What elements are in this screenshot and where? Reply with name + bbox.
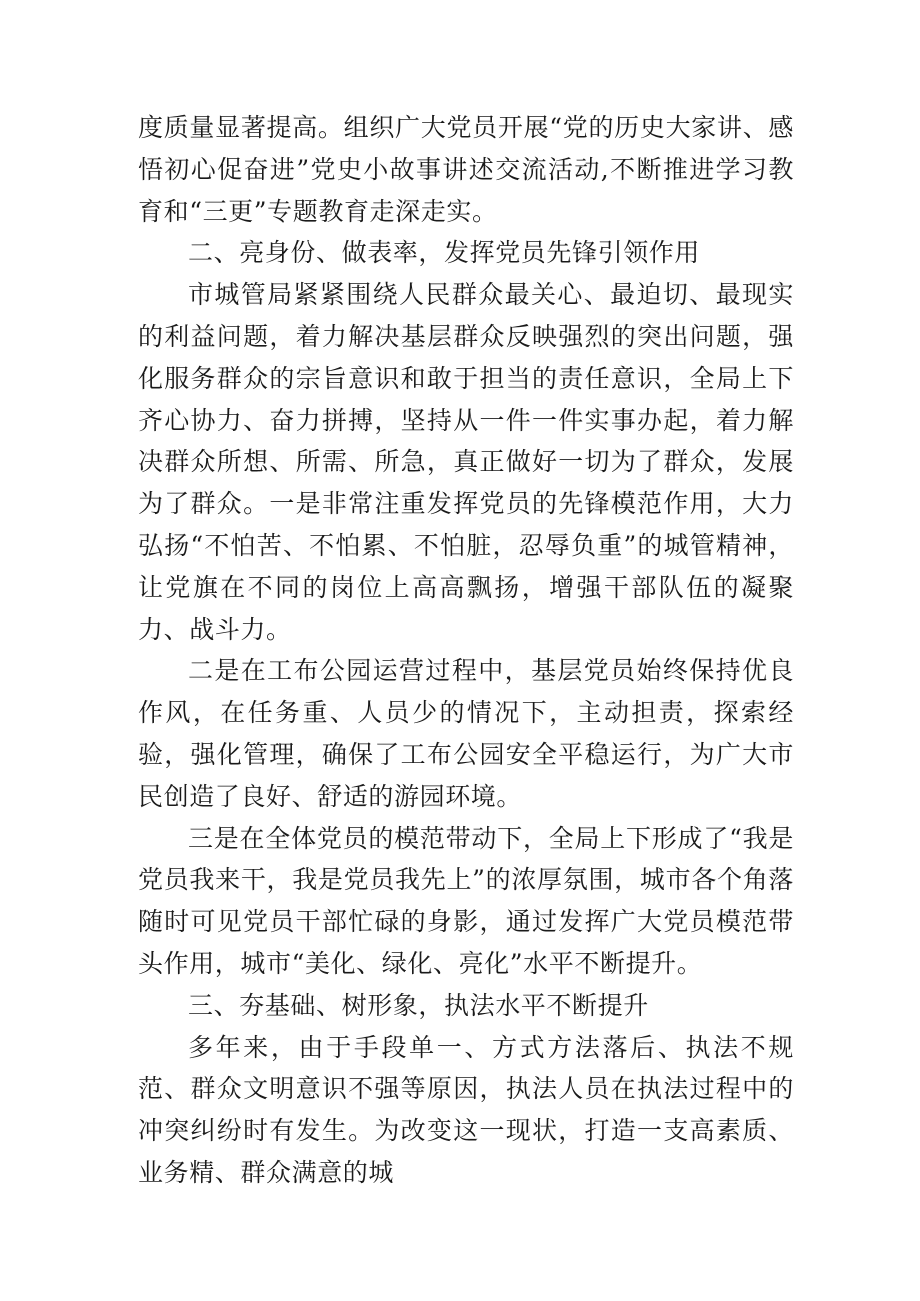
document-body — [138, 107, 794, 1194]
section-heading-3: 三、夯基础、树形象，执法水平不断提升 — [188, 990, 649, 1020]
paragraph: 三是在全体党员的模范带动下，全局上下形成了“我是党员我来干，我是党员我先上”的浓厚氛围，城市各个角落随时可见党员干部忙碌的身影，通过发挥广大党员模范带头作用，城市“美化、绿化、亮化”水平不断提升。 — [138, 823, 794, 978]
paragraph: 多年来，由于手段单一、方式方法落后、执法不规范、群众文明意识不强等原因，执法人员在执法过程中的冲突纠纷时有发生。为改变这一现状，打造一支高素质、业务精、群众满意的城 — [138, 1032, 794, 1187]
paragraph: 二是在工布公园运营过程中，基层党员始终保持优良作风，在任务重、人员少的情况下，主动担责，探索经验，强化管理，确保了工布公园安全平稳运行，为广大市民创造了良好、舒适的游园环境。 — [138, 656, 794, 811]
section-heading-2: 二、亮身份、做表率，发挥党员先锋引领作用 — [188, 238, 701, 268]
paragraph-continuation: 度质量显著提高。组织广大党员开展“党的历史大家讲、感悟初心促奋进”党史小故事讲述交流活动,不断推进学习教育和“三更”专题教育走深走实。 — [138, 113, 794, 226]
paragraph: 市城管局紧紧围绕人民群众最关心、最迫切、最现实的利益问题，着力解决基层群众反映强烈的突出问题，强化服务群众的宗旨意识和敢于担当的责任意识，全局上下齐心协力、奋力拼搏，坚持从一件一件实事办起，着力解决群众所想、所需、所急，真正做好一切为了群众，发展为了群众。一是非常注重发挥党员的先锋模范作用，大力弘扬“不怕苦、不怕累、不怕脏，忍辱负重”的城管精神，让党旗在不同的岗位上高高飘扬，增强干部队伍的凝聚力、战斗力。 — [138, 280, 794, 644]
